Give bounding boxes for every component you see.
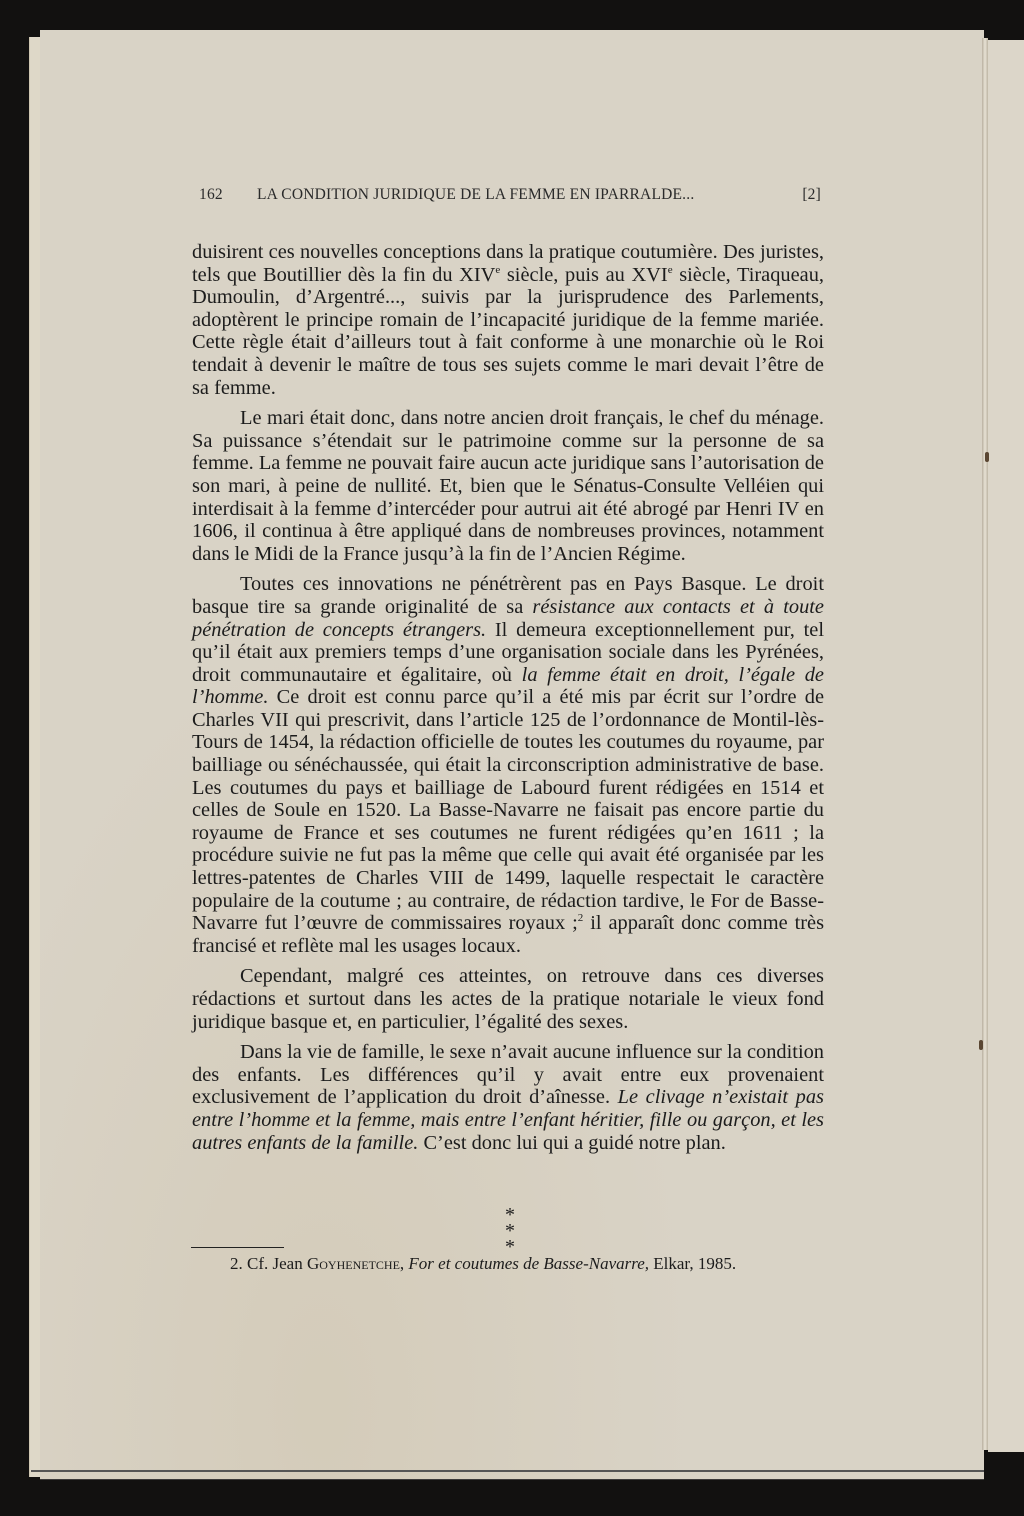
- asterism-top: *: [505, 1204, 515, 1226]
- text-run: C’est donc lui qui a guidé notre plan.: [418, 1131, 726, 1154]
- section-break-asterism: [470, 1204, 550, 1258]
- superscript: e: [495, 263, 501, 276]
- italic-emphasis: la femme était en droit, l’égale de l’homme.: [192, 663, 824, 709]
- part-number: [2]: [802, 186, 821, 203]
- text-run: siècle, puis au XVI: [500, 263, 668, 286]
- running-title: LA CONDITION JURIDIQUE DE LA FEMME EN IPARRALDE...: [257, 186, 695, 203]
- text-run: Ce droit est connu parce qu’il a été mis par écrit sur l’ordre de Charles VII qui prescrivit, dans l’article 125 de l’ordonnance de Montil-lès-Tours de 1454, la rédaction officielle de toutes les coutumes du royaume, par bailliage ou sénéchaussée, qui était la circonscription administrative de base. Les coutumes du pays et bailliage de Labourd furent rédigées en 1514 et celles de Soule en 1520. La Basse-Navarre ne faisait pas encore partie du royaume de France et ses coutumes ne furent rédigées qu’en 1611 ; la procédure suivie ne fut pas la même que celle qui avait été organisée par les lettres-patentes de Charles VIII de 1499, laquelle respectait le caractère populaire de la coutume ; au contraire, de rédaction tardive, le For de Basse-Navarre fut l’œuvre de commissaires royaux ;: [192, 686, 824, 935]
- footnote-label: 2. Cf. Jean: [230, 1254, 307, 1273]
- running-head: [199, 186, 821, 204]
- paragraph-5: [192, 1041, 824, 1154]
- paper-blemish: [985, 452, 989, 462]
- page-bottom-edge: [31, 1470, 984, 1472]
- text-run: Il demeura exceptionnellement pur, tel qu’il était aux premiers temps d’une organisation sociale dans les Pyrénées, droit communautaire et égalitaire, où: [192, 618, 825, 686]
- text-run: siècle, Tiraqueau, Dumoulin, d’Argentré..., suivis par la jurisprudence des Parlements, adoptèrent le principe romain de l’incapacité juridique de la femme mariée. Cette règle était d’ailleurs tout à fait conforme à une monarchie où le Roi tendait à devenir le maître de tous ses sujets comme le mari devait l’être de sa femme.: [192, 263, 824, 399]
- footnote-publisher: Elkar, 1985.: [649, 1254, 737, 1273]
- superscript: e: [667, 263, 673, 276]
- asterism-bottom: * *: [505, 1220, 533, 1258]
- paragraph-3: [192, 573, 824, 957]
- footnote-title: For et coutumes de Basse-Navarre,: [408, 1254, 650, 1273]
- footnote-2: [230, 1254, 830, 1274]
- body-text: [192, 241, 824, 1162]
- paragraph-2: Le mari était donc, dans notre ancien droit français, le chef du ménage. Sa puissance s’étendait sur le patrimoine comme sur la personne de sa femme. La femme ne pouvait faire aucun acte juridique sans l’autorisation de son mari, à peine de nullité. Et, bien que le Sénatus-Consulte Velléien qui interdisait à la femme d’intercéder pour autrui ait été abrogé par Henri IV en 1606, il continua à être appliqué dans de nombreuses provinces, notamment dans le Midi de la France jusqu’à la fin de l’Ancien Régime.: [192, 407, 824, 565]
- paragraph-1: [192, 241, 824, 399]
- text-run: duisirent ces nouvelles conceptions dans la pratique coutumière. Des juristes, tels que Boutillier dès la fin du XIV: [192, 241, 824, 286]
- footnote-reference[interactable]: 2: [577, 912, 584, 925]
- footnote-separator: [191, 1247, 284, 1248]
- text-run: ,: [399, 1254, 409, 1273]
- text-run: Toutes ces innovations ne pénétrèrent pas en Pays Basque. Le droit basque tire sa grande originalité de sa: [192, 573, 824, 618]
- footnote-author: Goyhenetche: [306, 1254, 400, 1273]
- facing-page-edge: [988, 40, 1024, 1452]
- italic-emphasis: résistance aux contacts et à toute pénétration de concepts étrangers.: [192, 595, 824, 641]
- text-run: il apparaît donc comme très francisé et reflète mal les usages locaux.: [192, 912, 825, 957]
- text-run: Dans la vie de famille, le sexe n’avait aucune influence sur la condition des enfants. Les différences qu’il y avait entre eux provenaient exclusivement de l’application du droit d’aînesse.: [192, 1041, 824, 1109]
- page-number: 162: [199, 186, 223, 203]
- paper-blemish: [979, 1040, 983, 1050]
- paragraph-4: Cependant, malgré ces atteintes, on retrouve dans ces diverses rédactions et surtout dans les actes de la pratique notariale le vieux fond juridique basque et, en particulier, l’égalité des sexes.: [192, 965, 824, 1033]
- italic-emphasis: Le clivage n’existait pas entre l’homme et la femme, mais entre l’enfant héritier, fille ou garçon, et les autres enfants de la famille.: [192, 1086, 824, 1154]
